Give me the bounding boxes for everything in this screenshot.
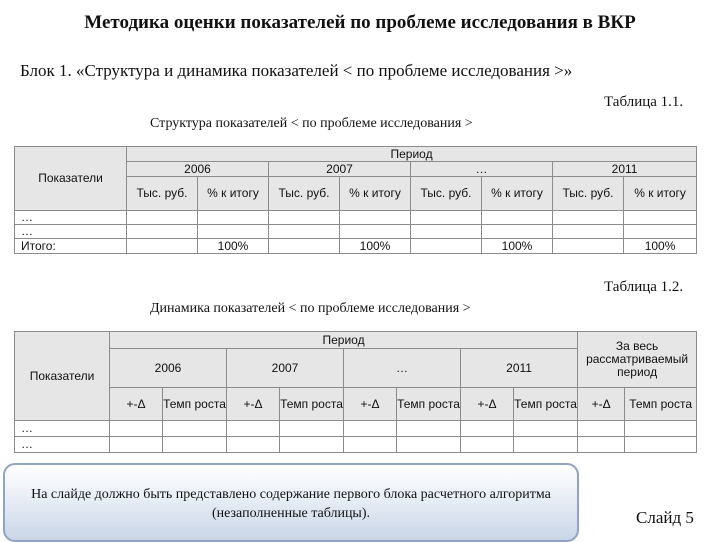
subheader-delta: +-Δ	[344, 388, 397, 421]
row-label: …	[15, 211, 127, 225]
header-indicators: Показатели	[15, 332, 110, 421]
subheader-rate: Темп роста	[280, 388, 344, 421]
subheader-delta: +-Δ	[110, 388, 163, 421]
dynamics-table	[14, 331, 697, 453]
header-period: Период	[110, 332, 578, 349]
subheader-rate: Темп роста	[163, 388, 227, 421]
slide-number: Слайд 5	[636, 508, 694, 527]
year-header: …	[411, 162, 553, 177]
subheader-delta: +-Δ	[227, 388, 280, 421]
row-label: …	[15, 437, 110, 453]
subheader-pct: % к итогу	[482, 177, 553, 211]
year-header: 2011	[461, 349, 578, 388]
block-heading: Блок 1. «Структура и динамика показателей < по проблеме исследования >»	[20, 61, 573, 80]
subheader-abs: Тыс. руб.	[411, 177, 482, 211]
table2-caption: Динамика показателей < по проблеме исследования >	[150, 301, 471, 316]
total-pct: 100%	[198, 239, 269, 254]
subheader-rate: Темп роста	[397, 388, 461, 421]
table1-label: Таблица 1.1.	[604, 94, 684, 110]
subheader-rate: Темп роста	[514, 388, 578, 421]
table1-caption: Структура показателей < по проблеме исследования >	[150, 116, 473, 131]
year-header: …	[344, 349, 461, 388]
total-pct: 100%	[340, 239, 411, 254]
year-header: 2006	[110, 349, 227, 388]
year-header: 2007	[227, 349, 344, 388]
subheader-pct: % к итогу	[624, 177, 697, 211]
subheader-delta: +-Δ	[461, 388, 514, 421]
subheader-abs: Тыс. руб.	[127, 177, 198, 211]
table2-label: Таблица 1.2.	[604, 279, 684, 295]
subheader-delta: +-Δ	[578, 388, 625, 421]
note-text: На слайде должно быть представлено содержание первого блока расчетного алгоритма (незаполненные таблицы).	[31, 487, 551, 521]
row-label: …	[15, 421, 110, 437]
header-period: Период	[127, 147, 697, 162]
subheader-abs: Тыс. руб.	[269, 177, 340, 211]
year-header: 2006	[127, 162, 269, 177]
structure-table	[14, 146, 697, 254]
subheader-pct: % к итогу	[198, 177, 269, 211]
subheader-abs: Тыс. руб.	[553, 177, 624, 211]
header-whole-period: За весь рассматриваемый период	[578, 332, 697, 388]
subheader-pct: % к итогу	[340, 177, 411, 211]
total-pct: 100%	[624, 239, 697, 254]
year-header: 2011	[553, 162, 697, 177]
total-pct: 100%	[482, 239, 553, 254]
subheader-rate: Темп роста	[625, 388, 697, 421]
note-box	[3, 463, 579, 542]
header-indicators: Показатели	[15, 147, 127, 211]
row-label: …	[15, 225, 127, 239]
page-title: Методика оценки показателей по проблеме исследования в ВКР	[84, 12, 636, 33]
year-header: 2007	[269, 162, 411, 177]
row-label-total: Итого:	[15, 239, 127, 254]
